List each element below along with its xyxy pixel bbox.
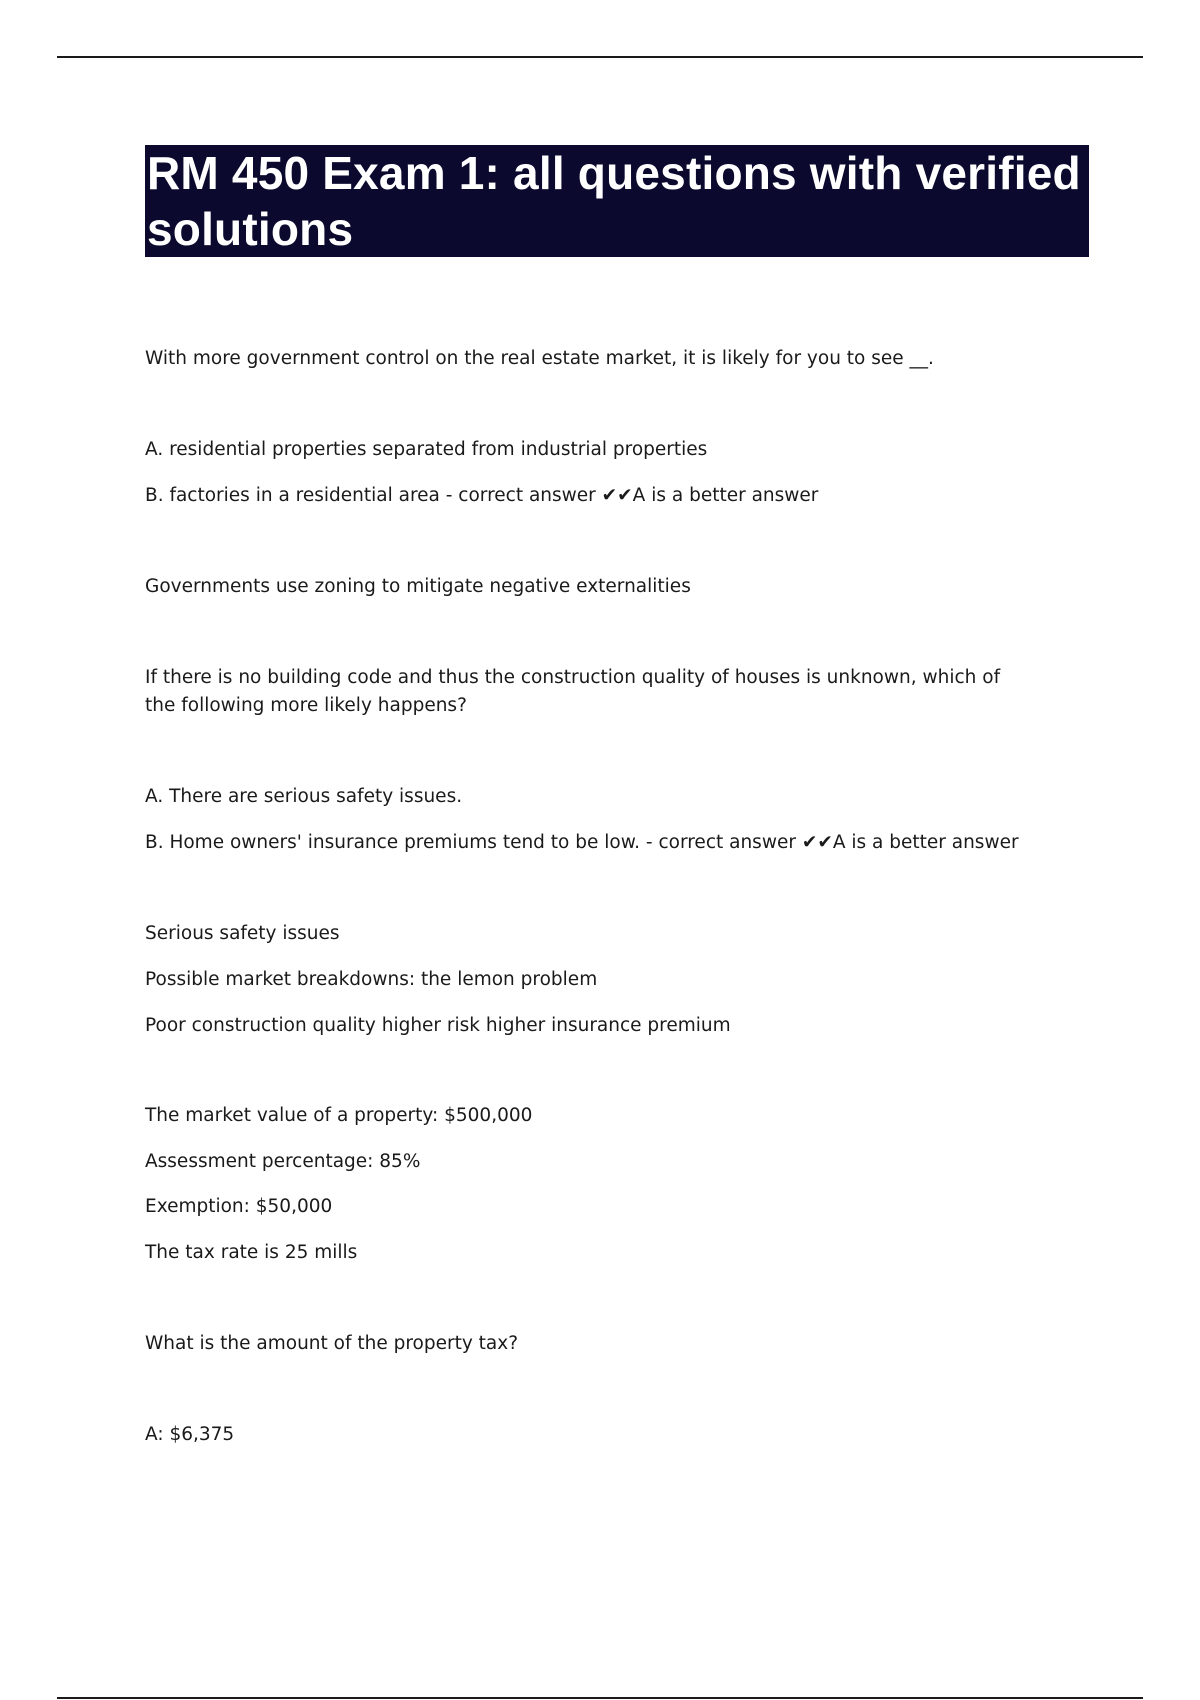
title-banner bbox=[145, 145, 1089, 257]
explanation-2-line-1: Serious safety issues bbox=[145, 923, 340, 944]
document-title: RM 450 Exam 1: all questions with verified solutions bbox=[147, 147, 1081, 255]
question-2-option-a: A. There are serious safety issues. bbox=[145, 786, 463, 807]
question-3-answer: A: $6,375 bbox=[145, 1424, 235, 1445]
top-rule bbox=[57, 56, 1143, 58]
bottom-rule bbox=[57, 1697, 1143, 1699]
question-2-text: If there is no building code and thus the construction quality of houses is unknown, which of the following more likely happens? bbox=[145, 667, 1001, 716]
explanation-1: Governments use zoning to mitigate negative externalities bbox=[145, 576, 691, 597]
question-3-tax-rate: The tax rate is 25 mills bbox=[145, 1242, 358, 1263]
question-1-text: With more government control on the real estate market, it is likely for you to see __. bbox=[145, 348, 934, 369]
question-1-option-a: A. residential properties separated from industrial properties bbox=[145, 439, 708, 460]
question-3-market-value: The market value of a property: $500,000 bbox=[145, 1105, 533, 1126]
question-1-option-b: B. factories in a residential area - correct answer ✔✔A is a better answer bbox=[145, 485, 819, 506]
question-2-option-b: B. Home owners' insurance premiums tend to be low. - correct answer ✔✔A is a better answer bbox=[145, 832, 1019, 853]
question-3-text: What is the amount of the property tax? bbox=[145, 1333, 519, 1354]
explanation-2-line-3: Poor construction quality higher risk higher insurance premium bbox=[145, 1015, 731, 1036]
explanation-2-line-2: Possible market breakdowns: the lemon problem bbox=[145, 969, 598, 990]
question-3-exemption: Exemption: $50,000 bbox=[145, 1196, 333, 1217]
question-3-assessment: Assessment percentage: 85% bbox=[145, 1151, 421, 1172]
